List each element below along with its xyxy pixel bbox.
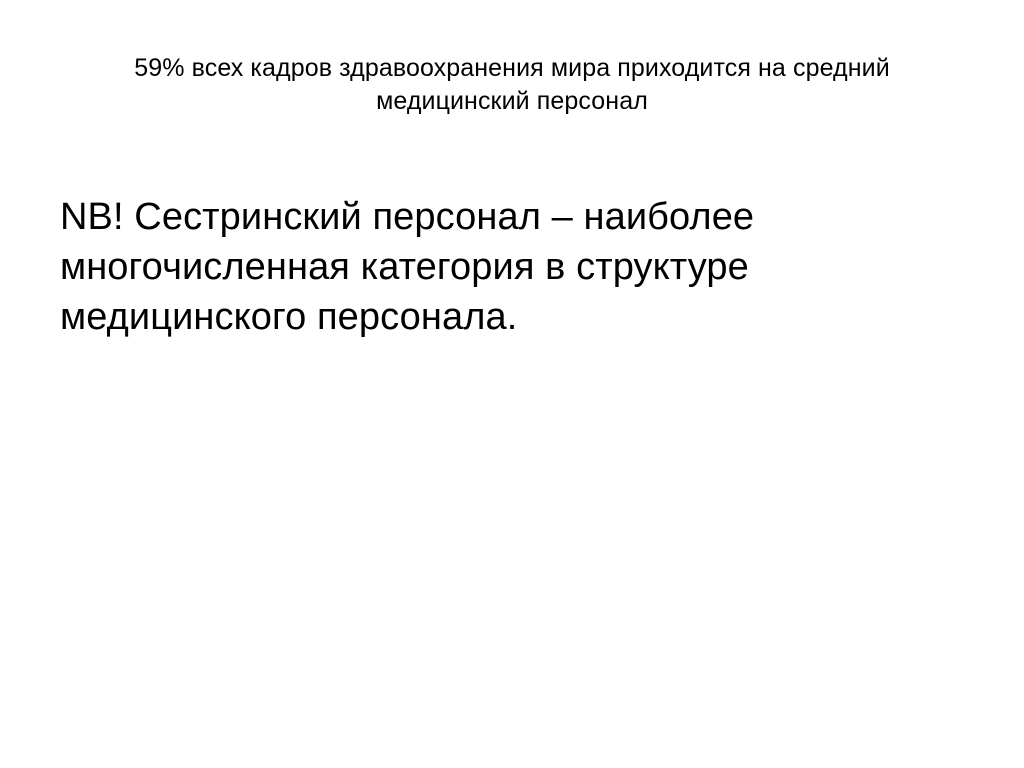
slide-body: [60, 192, 990, 342]
slide-title: 59% всех кадров здравоохранения мира приходится на средний медицинский персонал: [134, 54, 890, 116]
body-paragraph: NB! Сестринский персонал – наиболее многочисленная категория в структуре медицинского персонала.: [60, 196, 755, 339]
